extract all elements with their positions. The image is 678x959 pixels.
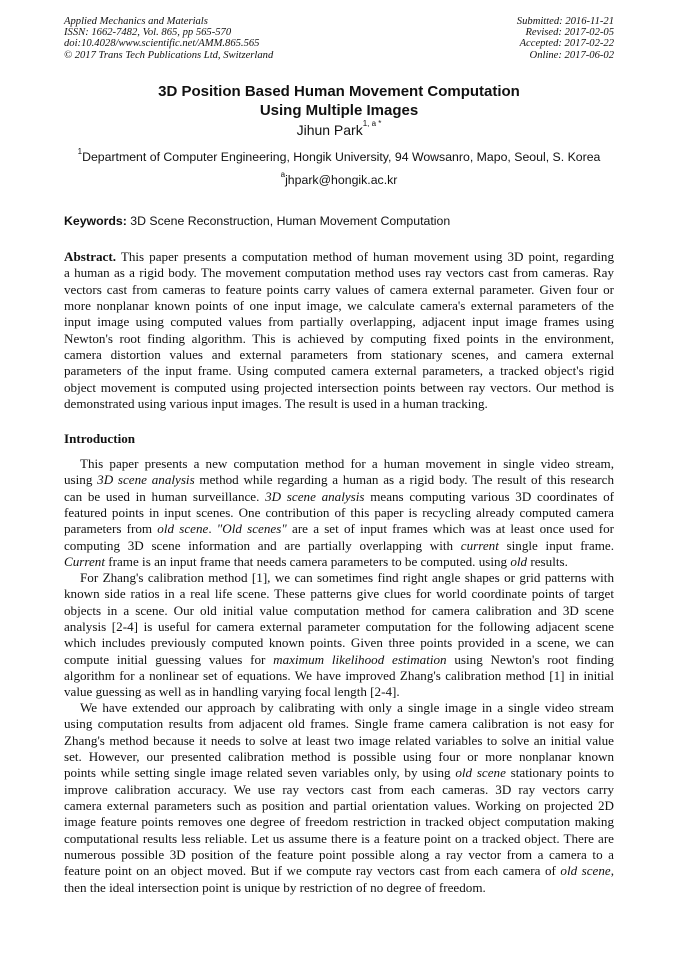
text: camera distortion values and external parameters from stationary scenes, and camera external <box>64 347 614 363</box>
text: then the ideal intersection point is unique by restriction of no degree of freedom. <box>64 879 486 895</box>
text: can be used in human surveillance. <box>64 488 266 504</box>
text-line <box>64 314 614 330</box>
text: which includes previously computed known points. Given three points provided in a scene, we can <box>64 635 614 651</box>
text-line <box>64 716 614 732</box>
text: frame is an input frame that needs camera parameters to be computed. using <box>104 554 511 570</box>
text: camera external parameters such as position and partial orientation values. Working on projected 2D <box>64 798 614 814</box>
title-line: 3D Position Based Human Movement Computation <box>158 83 520 100</box>
online-date: Online: 2017-06-02 <box>529 49 614 61</box>
text: computational results less reliable. Let us assume there is a feature point on a tracked object. There are <box>64 830 614 846</box>
text: points while setting single image related seven variables only, by using <box>64 765 456 781</box>
text: are a set of input frames which was at least once used for <box>286 521 614 537</box>
text: For Zhang's calibration method [1], we can sometimes find right angle shapes or grid patterns with <box>80 570 614 585</box>
doi: doi:10.4028/www.scientific.net/AMM.865.565 <box>64 38 260 50</box>
submitted-date: Submitted: 2016-11-21 <box>516 16 614 27</box>
text-line <box>64 521 614 537</box>
text-line <box>64 396 614 412</box>
text: . <box>208 521 217 537</box>
keywords-label: Keywords: <box>64 214 127 228</box>
bold-text: Abstract. <box>64 249 116 264</box>
text-line <box>64 331 614 347</box>
email-text: jhpark@hongik.ac.kr <box>285 173 398 187</box>
abstract <box>64 249 614 412</box>
text-line <box>64 538 614 554</box>
italic-text: old <box>510 554 528 570</box>
paragraph <box>64 570 614 701</box>
paragraph <box>64 700 614 896</box>
author-name: Jihun Park <box>296 122 363 138</box>
keywords-text: 3D Scene Reconstruction, Human Movement Computation <box>126 214 451 228</box>
text: analysis [2-4] is useful for camera external parameter computation for the following adjacent scene <box>64 619 614 635</box>
paragraph <box>64 456 614 570</box>
text-line <box>64 880 614 896</box>
paper-title <box>0 82 678 120</box>
italic-text: 3D scene analysis <box>97 472 195 488</box>
text: stationary points to <box>505 765 614 781</box>
text: demonstrated using various input images. The result is used in a human tracking. <box>64 396 488 412</box>
italic-text: old scene <box>455 765 506 781</box>
text: a human as a rigid body. The movement computation method uses ray vectors cast from cameras. Ray <box>64 265 614 281</box>
text-line <box>64 619 614 635</box>
text: results. <box>527 554 568 570</box>
text: using Newton's root finding <box>446 651 614 667</box>
text: This paper presents a computation method of human movement using 3D point, regarding <box>116 249 614 264</box>
italic-text: current <box>460 537 499 553</box>
text-line <box>64 472 614 488</box>
italic-text: Current <box>64 554 105 570</box>
title-line: Using Multiple Images <box>259 102 419 119</box>
text-line <box>64 586 614 602</box>
email-sup: a <box>280 170 286 179</box>
text: means computing various 3D coordinates of <box>364 488 614 504</box>
affiliation <box>0 147 678 164</box>
text-line <box>64 347 614 363</box>
text-line <box>64 782 614 798</box>
text-line <box>64 380 614 396</box>
text-line <box>64 249 614 265</box>
section-heading: Introduction <box>64 431 136 446</box>
text-line <box>64 265 614 281</box>
text: more nonplanar known points of one input image, we calculate camera's external parameters of the <box>64 298 614 314</box>
text: vectors cast from cameras to feature points carry values of camera external parameter. Given four or <box>64 281 614 297</box>
author-sup: 1, a * <box>362 119 382 128</box>
text-line <box>64 765 614 781</box>
copyright: © 2017 Trans Tech Publications Ltd, Switzerland <box>64 49 274 61</box>
text-line <box>64 798 614 814</box>
text: input image using computed values from partially overlapping, adjacent input image frames using <box>64 314 614 330</box>
text: We have extended our approach by calibrating with only a single image in a single video stream <box>80 700 614 715</box>
text: algorithm for a nonlinear set of equations. We have improved Zhang's calibration method [1] in initial <box>64 668 614 684</box>
text-line <box>64 554 614 570</box>
italic-text: old scene <box>157 521 209 537</box>
text: This paper presents a new computation method for a human movement in single video stream, <box>80 456 614 471</box>
text: single input frame. <box>498 537 614 553</box>
text-line <box>64 684 614 700</box>
text-line <box>64 831 614 847</box>
text: set. However, our presented calibration method is possible using four or more nonplanar known <box>64 749 614 765</box>
text: object movement is computed using projected intersection points between ray vectors. Our method is <box>64 379 614 395</box>
text-line <box>64 570 614 586</box>
italic-text: 3D scene analysis <box>265 488 365 504</box>
text: value guessing as well as in handling varying focal length [2-4]. <box>64 684 400 700</box>
affiliation-sup: 1 <box>77 147 83 156</box>
text-line <box>64 363 614 379</box>
text: parameters from <box>64 521 158 537</box>
text-line <box>64 456 614 472</box>
text-line <box>64 700 614 716</box>
accepted-date: Accepted: 2017-02-22 <box>519 38 614 50</box>
text: using <box>64 472 98 488</box>
text: numerous possible 3D position of the feature point possible along a ray vector from a camera to a <box>64 847 614 863</box>
text: compute initial guessing values for <box>64 651 274 667</box>
text: Newton's root finding algorithm. This is achieved by computing fixed points in the environment, <box>64 330 614 346</box>
text-line <box>64 668 614 684</box>
journal-name: Applied Mechanics and Materials <box>64 16 208 27</box>
italic-text: maximum likelihood estimation <box>273 651 447 667</box>
text-line <box>64 505 614 521</box>
issn: ISSN: 1662-7482, Vol. 865, pp 565-570 <box>64 27 232 39</box>
text-line <box>64 749 614 765</box>
text-line <box>64 282 614 298</box>
text-line <box>64 489 614 505</box>
text: objects in a scene. Our old initial value computation method for camera calibration and 3D scene <box>64 602 614 618</box>
text: using computation results from adjacent old frames. Single frame camera calibration is not easy for <box>64 716 614 732</box>
text: known side ratios in a real life scene. These patterns give clues for world coordinate points of target <box>64 586 614 602</box>
italic-text: old scene <box>560 863 611 879</box>
text: computing 3D scene information and are partially overlapping with <box>64 537 461 553</box>
text: , <box>610 863 614 879</box>
text-line <box>64 863 614 879</box>
text-line <box>64 635 614 651</box>
text: feature point on an object moved. But if we compute ray vectors cast from each camera of <box>64 863 561 879</box>
text: method while regarding a human as a rigid body. The result of this research <box>194 472 614 488</box>
text-line <box>64 814 614 830</box>
dates-info <box>517 16 614 61</box>
text-line <box>64 652 614 668</box>
text: image feature points removes one degree of freedom restriction in tracked object computation making <box>64 814 614 830</box>
text-line <box>64 298 614 314</box>
text-line <box>64 733 614 749</box>
italic-text: "Old scenes" <box>216 521 287 537</box>
author <box>0 119 678 138</box>
text: featured points in input scenes. One contribution of this paper is recycling already computed camera <box>64 505 614 521</box>
text: Zhang's method because it needs to solve at least two image related variables to solve an initial value <box>64 732 614 748</box>
affiliation-text: Department of Computer Engineering, Hongik University, 94 Wowsanro, Mapo, Seoul, S. Korea <box>82 150 601 164</box>
revised-date: Revised: 2017-02-05 <box>525 27 614 39</box>
text: improve calibration accuracy. We use ray vectors cast from each cameras. 3D ray vectors carry <box>64 781 614 797</box>
keywords <box>64 214 450 228</box>
journal-info <box>64 16 273 61</box>
text: parameters of the input frame. Using computed camera external parameters, a tracked object's rigid <box>64 363 614 379</box>
email <box>0 170 678 187</box>
text-line <box>64 847 614 863</box>
text-line <box>64 603 614 619</box>
